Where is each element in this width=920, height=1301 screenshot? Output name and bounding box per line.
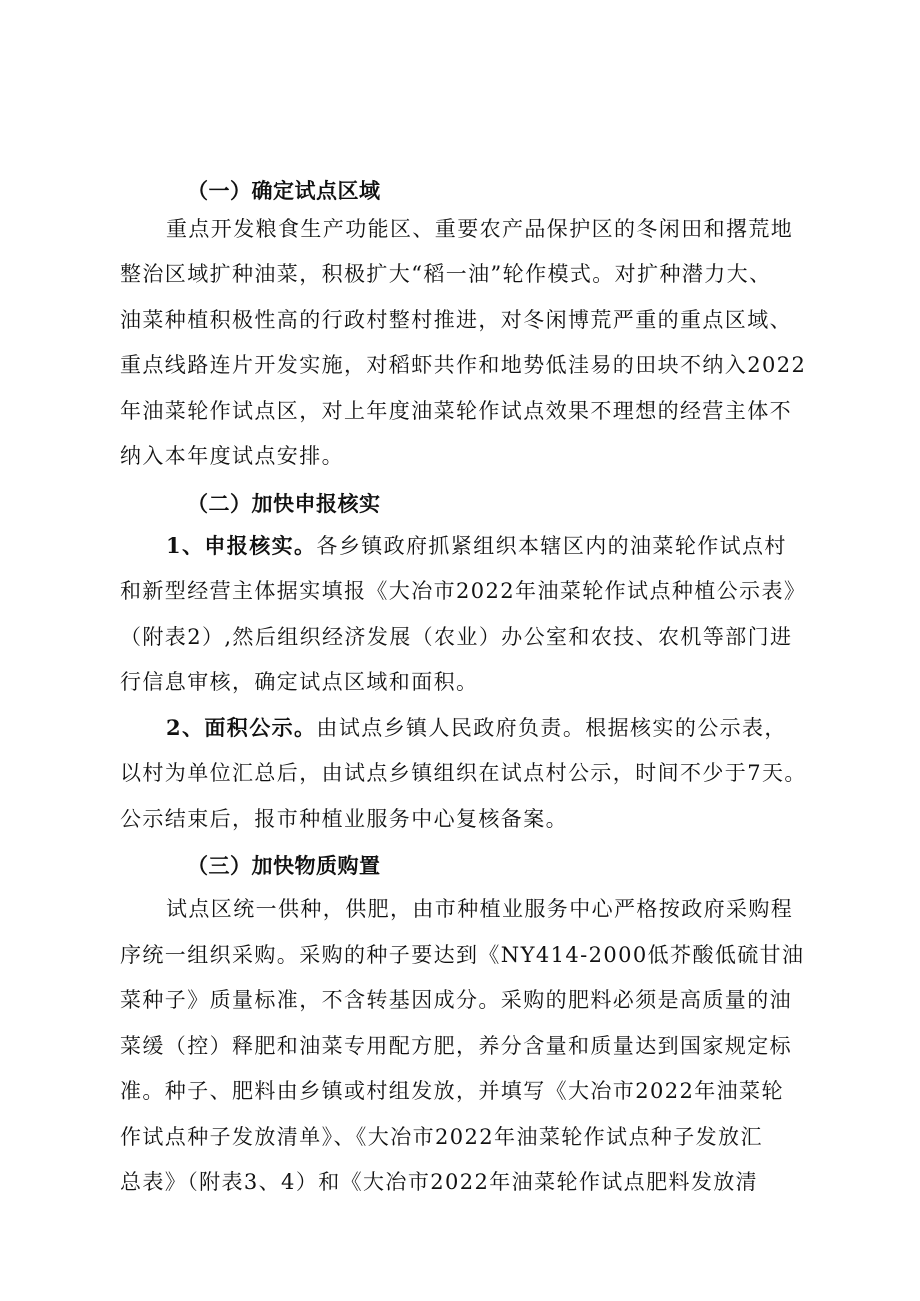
section-heading-1: （一）确定试点区域 xyxy=(187,178,381,203)
item-1-lead: 1、申报核实。 xyxy=(166,533,317,558)
item-2-first-line-text: 由试点乡镇人民政府负责。根据核实的公示表， xyxy=(316,716,787,740)
item-1-first-line xyxy=(166,532,810,560)
paragraph-line: 作试点种子发放清单》、《大冶市2022年油菜轮作试点种子发放汇 xyxy=(120,1125,763,1149)
paragraph-line: 序统一组织采购。采购的种子要达到《NY414-2000低芥酸低硫甘油 xyxy=(120,943,805,967)
paragraph-line: 重点线路连片开发实施，对稻虾共作和地势低洼易的田块不纳入2022 xyxy=(120,353,807,377)
paragraph-line: 以村为单位汇总后，由试点乡镇组织在试点村公示，时间不少于7天。 xyxy=(120,761,807,785)
paragraph-line: 和新型经营主体据实填报《大冶市2022年油菜轮作试点种植公示表》 xyxy=(120,579,807,603)
paragraph-line: 重点开发粮食生产功能区、重要农产品保护区的冬闲田和撂荒地 xyxy=(166,217,794,241)
paragraph-line: 菜缓（控）释肥和油菜专用配方肥，养分含量和质量达到国家规定标 xyxy=(120,1034,792,1058)
paragraph-line: （附表2）,然后组织经济发展（农业）办公室和农技、农机等部门进 xyxy=(120,625,793,649)
section-heading-2: （二）加快申报核实 xyxy=(187,491,381,516)
paragraph-line: 行信息审核，确定试点区域和面积。 xyxy=(120,670,479,694)
paragraph-line: 年油菜轮作试点区，对上年度油菜轮作试点效果不理想的经营主体不 xyxy=(120,399,792,423)
paragraph-line: 菜种子》质量标准，不含转基因成分。采购的肥料必须是高质量的油 xyxy=(120,988,792,1012)
item-2-lead: 2、面积公示。 xyxy=(166,715,317,740)
paragraph-line: 试点区统一供种，供肥，由市种植业服务中心严格按政府采购程 xyxy=(166,897,794,921)
paragraph-line: 准。种子、肥料由乡镇或村组发放，并填写《大冶市2022年油菜轮 xyxy=(120,1079,784,1103)
section-heading-3: （三）加快物质购置 xyxy=(187,853,381,878)
item-2-first-line xyxy=(166,714,810,742)
paragraph-line: 纳入本年度试点安排。 xyxy=(120,444,344,468)
item-1-first-line-text: 各乡镇政府抓紧组织本辖区内的油菜轮作试点村 xyxy=(316,534,787,558)
paragraph-line: 公示结束后，报市种植业服务中心复核备案。 xyxy=(120,807,568,831)
paragraph-line: 油菜种植积极性高的行政村整村推进，对冬闲博荒严重的重点区域、 xyxy=(120,308,792,332)
paragraph-line: 整治区域扩种油菜，积极扩大“稻一油”轮作模式。对扩种潜力大、 xyxy=(120,262,772,286)
paragraph-line: 总表》（附表3、4）和《大冶市2022年油菜轮作试点肥料发放清 xyxy=(120,1170,759,1194)
